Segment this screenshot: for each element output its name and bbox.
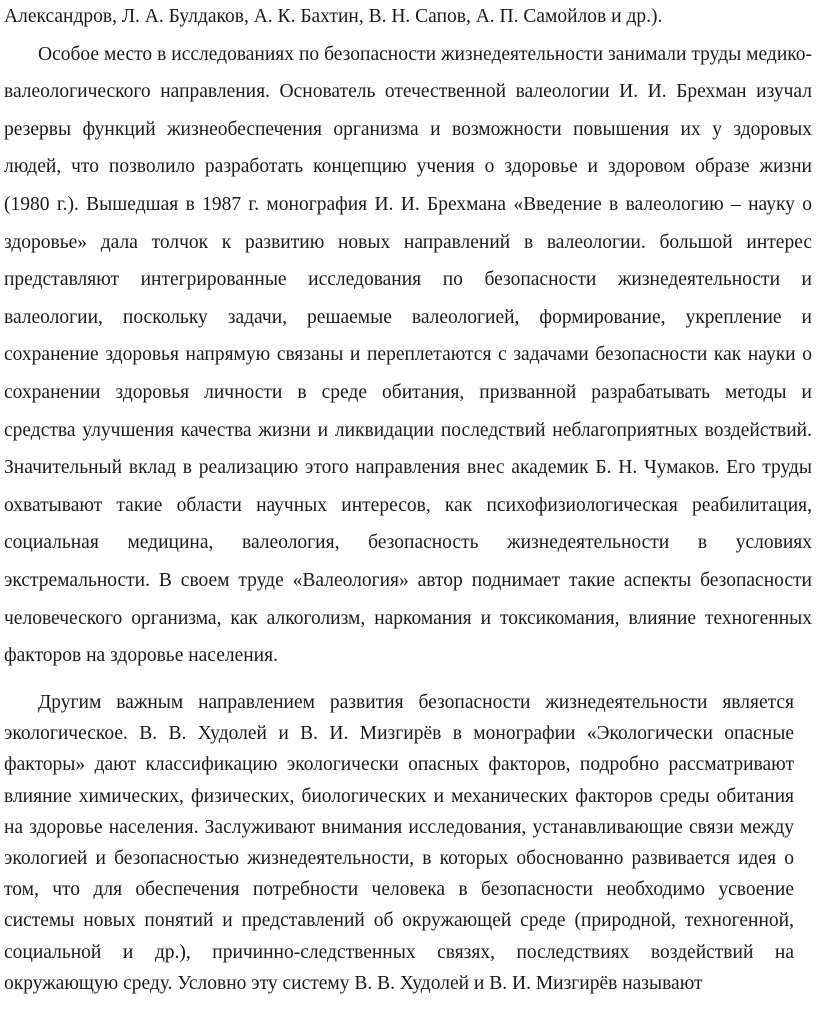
text-line: валеологии, поскольку задачи, решаемые валеологией, формирование, укрепление и — [4, 306, 812, 328]
text-line: социальная медицина, валеология, безопасность жизнедеятельности в условиях — [4, 532, 812, 554]
paragraph-block-bottom — [4, 687, 812, 999]
text-line: факторы» дают классификацию экологически опасных факторов, подробно рассматривают — [4, 754, 794, 776]
text-line: человеческого организма, как алкоголизм, наркомания и токсикомания, влияние техногенных — [4, 607, 812, 629]
text-line: валеологического направления. Основатель отечественной валеологии И. И. Брехман изучал — [4, 81, 812, 103]
text-line: охватывают такие области научных интересов, как психофизиологическая реабилитация, — [4, 494, 812, 516]
text-line: средства улучшения качества жизни и ликвидации последствий неблагоприятных воздействий. — [4, 419, 812, 441]
text-line: экологией и безопасностью жизнедеятельности, в которых обоснованно развивается идея о — [4, 847, 794, 869]
text-line: Значительный вклад в реализацию этого направления внес академик Б. Н. Чумаков. Его труды — [4, 457, 812, 479]
text-line: окружающую среду. Условно эту систему В. В. Худолей и В. И. Мизгирёв называют — [4, 972, 703, 994]
text-line: Особое место в исследованиях по безопасности жизнедеятельности занимали труды медико- — [38, 43, 812, 65]
text-line: резервы функций жизнеобеспечения организма и возможности повышения их у здоровых — [4, 118, 812, 140]
text-line: сохранение здоровья напрямую связаны и переплетаются с задачами безопасности как науки о — [4, 344, 812, 366]
text-line: том, что для обеспечения потребности человека в безопасности необходимо усвоение — [4, 879, 794, 901]
text-line: представляют интегрированные исследования по безопасности жизнедеятельности и — [4, 269, 812, 291]
text-line: экстремальности. В своем труде «Валеология» автор поднимает такие аспекты безопасности — [4, 569, 812, 591]
text-line: (1980 г.). Вышедшая в 1987 г. монография И. И. Брехмана «Введение в валеологию – науку о — [4, 193, 812, 215]
text-line: здоровье» дала толчок к развитию новых направлений в валеологии. большой интерес — [4, 231, 812, 253]
text-line: сохранении здоровья личности в среде обитания, призванной разрабатывать методы и — [4, 381, 812, 403]
text-line: факторов на здоровье населения. — [4, 645, 278, 667]
paragraph-block-top — [4, 0, 812, 675]
text-line: людей, что позволило разработать концепцию учения о здоровье и здоровом образе жизни — [4, 156, 812, 178]
text-line: Другим важным направлением развития безопасности жизнедеятельности является — [38, 692, 794, 713]
text-line: влияние химических, физических, биологических и механических факторов среды обитания — [4, 785, 794, 807]
text-line: Александров, Л. А. Булдаков, А. К. Бахтин, В. Н. Сапов, А. П. Самойлов и др.). — [4, 6, 663, 27]
text-line: системы новых понятий и представлений об окружающей среде (природной, техногенной, — [4, 910, 794, 932]
text-line: социальной и др.), причинно-следственных связях, последствиях воздействий на — [4, 941, 794, 963]
text-line: на здоровье населения. Заслуживают внимания исследования, устанавливающие связи между — [4, 816, 794, 838]
text-line: экологическое. В. В. Худолей и В. И. Мизгирёв в монографии «Экологически опасные — [4, 723, 794, 745]
